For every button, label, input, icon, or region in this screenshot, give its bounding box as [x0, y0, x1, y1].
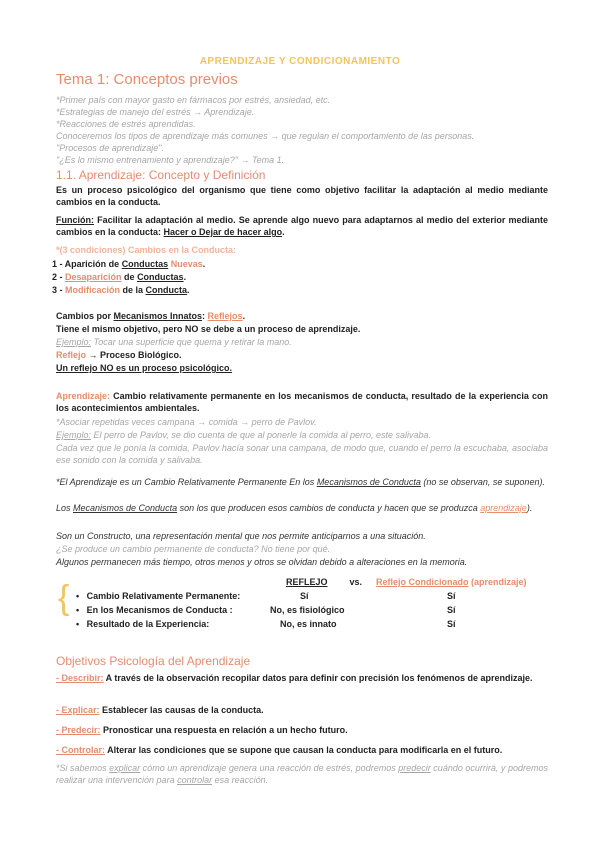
innatos-line-2: Tiene el mismo objetivo, pero NO se debe a un proceso de aprendizaje.	[56, 324, 361, 334]
mecanismos-paragraph: Los Mecanismos de Conducta son los que producen esos cambios de conducta y hacen que se produzca aprendizaje).	[56, 503, 533, 513]
objetivo-describir: - Describir: A través de la observación recopilar datos para definir con precisión los fenómenos de aprendizaje.	[56, 673, 533, 683]
funcion-label: Función:	[56, 215, 94, 225]
table-row: • Resultado de la Experiencia:	[76, 619, 210, 629]
table-cell: Sí	[300, 591, 309, 601]
table-cell: Sí	[447, 591, 456, 601]
tema-heading: Tema 1: Conceptos previos	[56, 71, 238, 88]
intro-line-4: Conoceremos los tipos de aprendizaje más comunes → que regulan el comportamiento de las personas.	[56, 131, 475, 141]
crp-paragraph: *El Aprendizaje es un Cambio Relativamente Permanente En los Mecanismos de Conducta (no se observan, se suponen).	[56, 477, 545, 487]
intro-line-6: "¿Es lo mismo entrenamiento y aprendizaje?" → Tema 1.	[56, 155, 285, 165]
aprendizaje-definition: Aprendizaje: Cambio relativamente permanente en los mecanismos de conducta, resultado de la experiencia con los acontecimientos ambientales.	[56, 391, 548, 413]
col-reflejo: REFLEJO	[286, 577, 328, 587]
table-row: • En los Mecanismos de Conducta :	[76, 605, 233, 615]
ejemplo-2: Ejemplo: El perro de Pavlov, se dio cuenta de que al ponerle la comida al perro, este salivaba.	[56, 430, 432, 440]
reflejo-no-line: Un reflejo NO es un proceso psicológico.	[56, 363, 233, 373]
condition-2: 2 - Desaparición de Conductas.	[52, 272, 187, 282]
intro-line-3: *Reacciones de estrés aprendidas.	[56, 119, 196, 129]
objetivo-controlar: - Controlar: Alterar las condiciones que se supone que causan la conducta para modificarla en el futuro.	[56, 745, 503, 755]
ejemplo-1: Ejemplo: Tocar una superficie que quema y retirar la mano.	[56, 337, 292, 347]
pavlov-line-2: Cada vez que le ponía la comida, Pavlov hacía sonar una campana, de modo que, cuando el perro la escuchaba, asociaba ese sonido con la comida y salivaba.	[56, 443, 548, 465]
table-cell: Sí	[447, 605, 456, 615]
funcion-paragraph: Función: Facilitar la adaptación al medio. Se aprende algo nuevo para adaptarnos al medio del exterior mediante cambios en la conducta: Hacer o Dejar de hacer algo.	[56, 215, 548, 237]
col-condicionado: Reflejo Condicionado	[376, 577, 469, 587]
constructo-line: Son un Constructo, una representación mental que nos permite anticiparnos a una situación.	[56, 531, 426, 541]
reflejo-line: Reflejo → Proceso Biológico.	[56, 350, 182, 360]
innatos-line: Cambios por Mecanismos Innatos: Reflejos.	[56, 311, 246, 321]
objetivo-predecir: - Predecir: Pronosticar una respuesta en relación a un hecho futuro.	[56, 725, 348, 735]
table-cell: Sí	[447, 619, 456, 629]
condition-1: 1 - Aparición de Conductas Nuevas.	[52, 259, 206, 269]
algunos-line: Algunos permanecen más tiempo, otros menos y otros se olvidan debido a alteraciones en la memoria.	[56, 557, 468, 567]
condition-3: 3 - Modificación de la Conducta.	[52, 285, 190, 295]
col-vs: vs.	[349, 577, 363, 587]
intro-line-5: "Procesos de aprendizaje".	[56, 143, 164, 153]
table-cell: No, es fisiológico	[270, 605, 345, 615]
pavlov-line-1: *Asociar repetidas veces campana → comida → perro de Pavlov.	[56, 417, 317, 427]
final-paragraph: *Si sabemos explicar cómo un aprendizaje genera una reacción de estrés, podremos predecir cuándo ocurrirá, y podremos realizar una intervención para controlar esa reacción.	[56, 763, 549, 785]
conditions-heading: *(3 condiciones) Cambios en la Conducta:	[56, 245, 237, 255]
objetivo-explicar: - Explicar: Establecer las causas de la conducta.	[56, 705, 264, 715]
table-header: REFLEJO vs. Reflejo Condicionado (aprendizaje)	[286, 577, 527, 587]
pregunta-line: ¿Se produce un cambio permanente de conducta? No tiene por qué.	[56, 544, 331, 554]
document-title: APRENDIZAJE Y CONDICIONAMIENTO	[199, 56, 401, 67]
table-cell: No, es innato	[280, 619, 337, 629]
definition-paragraph: Es un proceso psicológico del organismo que tiene como objetivo facilitar la adaptación al medio mediante cambios en la conducta.	[56, 185, 548, 207]
objetivos-heading: Objetivos Psicología del Aprendizaje	[56, 654, 251, 668]
table-row: • Cambio Relativamente Permanente:	[76, 591, 241, 601]
intro-line-2: *Estrategias de manejo del estrés → Aprendizaje.	[56, 107, 255, 117]
brace-icon: {	[58, 579, 70, 617]
section-1-1-heading: 1.1. Aprendizaje: Concepto y Definición	[56, 168, 266, 182]
intro-line-1: *Primer país con mayor gasto en fármacos por estrés, ansiedad, etc.	[56, 95, 331, 105]
